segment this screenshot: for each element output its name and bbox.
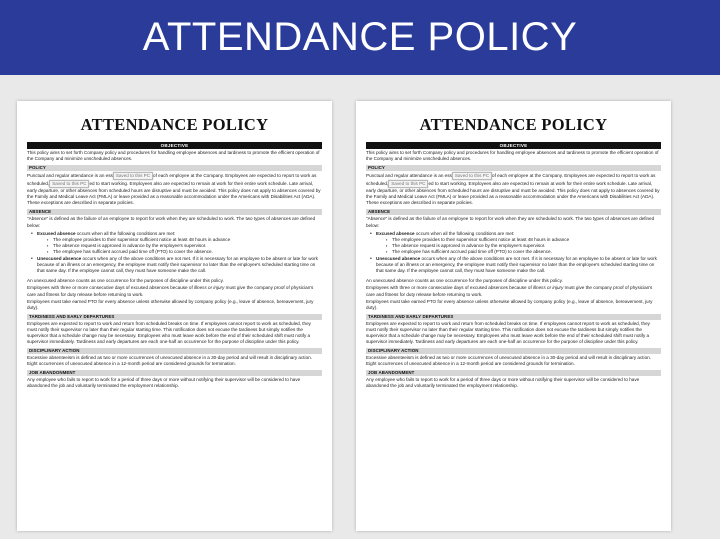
list-item xyxy=(31,231,322,255)
document-title: ATTENDANCE POLICY xyxy=(80,115,269,134)
proof-text-part: must give the company proof of physician's care and fitness for duty release before returning to work. xyxy=(27,285,314,297)
absence-intro: "Absence" is defined as the failure of an employee to report for work when they are scheduled to work. The two types of absences are defined below: xyxy=(27,216,316,228)
unexcused-text: occurs when any of the above conditions are not met. If it is necessary for an employee to be absent or late for work because of an illness or an emergency, the employee must notify their supervisor no later than the employee's scheduled starting time on that same day. If the employee cannot call, they must have someone make the call. xyxy=(376,256,657,274)
absence-para-proof xyxy=(27,285,322,297)
absence-para-occurrence: An unexcused absence counts as one occurrence for the purposes of discipline under this policy. xyxy=(27,278,224,284)
section-heading-policy: POLICY xyxy=(27,165,322,171)
section-heading-disciplinary: DISCIPLINARY ACTION xyxy=(366,348,661,354)
section-heading-tardiness: TARDINESS AND EARLY DEPARTURES xyxy=(366,314,661,320)
document-title: ATTENDANCE POLICY xyxy=(419,115,608,134)
absence-para-pto: Employees must take earned PTO for every absence unless otherwise allowed by company policy (e.g., leave of absence, bereavement, jury duty). xyxy=(27,298,314,310)
document-page-right xyxy=(356,101,671,531)
list-item: ▪ The absence request is approved in advance by the employee's supervisor. xyxy=(47,243,322,249)
policy-text xyxy=(27,172,322,206)
saved-tooltip: Saved to this PC xyxy=(49,180,89,188)
excused-term: Excused absence xyxy=(376,230,415,236)
section-heading-tardiness: TARDINESS AND EARLY DEPARTURES xyxy=(27,314,322,320)
list-item: ▪ The employee provides to their supervisor sufficient notice at least 48 hours in advance xyxy=(386,237,661,243)
unexcused-term: Unexcused absence xyxy=(37,256,82,262)
unexcused-text: occurs when any of the above conditions are not met. If it is necessary for an employee to be absent or late for work because of an illness or an emergency, the employee must notify their supervisor no later than the employee's scheduled starting time on that same day. If the employee cannot call, they must have someone make the call. xyxy=(37,256,318,274)
policy-text xyxy=(366,172,661,206)
excused-text: occurs when all the following conditions are met: xyxy=(414,230,515,236)
list-item xyxy=(370,256,661,274)
absence-intro: "Absence" is defined as the failure of an employee to report for work when they are scheduled to work. The two types of absences are defined below: xyxy=(366,216,655,228)
proof-text-part: Employees with three or more consecutive days of excused absences because of xyxy=(27,285,194,291)
list-item xyxy=(31,256,322,274)
section-heading-absence: ABSENCE xyxy=(366,209,661,215)
objective-text: This policy aims to set forth Company policy and procedures for handling employee absences and tardiness to promote the efficient operation of the Company and minimize unscheduled absences. xyxy=(366,150,659,162)
absence-para-proof xyxy=(366,285,661,297)
section-heading-policy: POLICY xyxy=(366,165,661,171)
banner-title: ATTENDANCE POLICY xyxy=(142,15,578,59)
excused-term: Excused absence xyxy=(37,230,76,236)
excused-text: occurs when all the following conditions are met: xyxy=(75,230,176,236)
document-page-left xyxy=(17,101,332,531)
saved-tooltip: Saved to this PC xyxy=(113,172,153,180)
tardiness-text: Employees are expected to report to work and return from scheduled breaks on time. If employees cannot report to work as scheduled, they must notify their supervisor no later than their regular starting time. This notification does not excuse the tardiness but simply notifies the supervisor that a schedule change may be necessary. Employees who must leave work before the end of their scheduled shift must notify a supervisor immediately. Tardiness and early departures are each one-half an occurrence for the purpose of discipline under this policy. xyxy=(27,320,311,345)
list-item: ▪ The employee provides to their supervisor sufficient notice at least 48 hours in advance xyxy=(47,237,322,243)
proof-text-italic: illness or injury xyxy=(194,285,225,291)
policy-text-part: Punctual and regular attendance is an ess xyxy=(366,173,452,179)
proof-text-part: must give the company proof of physician's care and fitness for duty release before returning to work. xyxy=(366,285,653,297)
policy-text-part: of each employee at the Company. Employees are expected to report to work as scheduled, xyxy=(366,173,656,187)
preview-stage xyxy=(0,75,720,539)
disciplinary-text: Excessive absenteeism is defined as two or more occurrences of unexcused absence in a 30-day period and will result in disciplinary action. Eight occurrences of unexcused absence in a 12-month period are considered grounds for termination. xyxy=(27,355,312,367)
policy-text-part: of each employee at the Company. Employees are expected to report to work as scheduled, xyxy=(27,173,317,187)
policy-text-part: ed to start working. Employees also are expected to remain at work for their entire work schedule. Late arrival, early departure, or other absences from scheduled hours are disruptive and must be avoided. This policy does not apply to absences covered by the Family and Medical Leave Act (FMLA) or leave provided as a reasonable accommodation under the Americans with Disabilities Act (ADA). These exceptions are described in separate policies. xyxy=(366,181,660,206)
section-heading-disciplinary: DISCIPLINARY ACTION xyxy=(27,348,322,354)
section-heading-abandonment: JOB ABANDONMENT xyxy=(27,370,322,376)
list-item: ▪ The employee has sufficient accrued paid time off (PTO) to cover the absence. xyxy=(47,249,322,255)
policy-text-part: ed to start working. Employees also are expected to remain at work for their entire work schedule. Late arrival, early departure, or other absences from scheduled hours are disruptive and must be avoided. This policy does not apply to absences covered by the Family and Medical Leave Act (FMLA) or leave provided as a reasonable accommodation under the Americans with Disabilities Act (ADA). These exceptions are described in separate policies. xyxy=(27,181,321,206)
section-heading-objective: OBJECTIVE xyxy=(27,142,322,149)
policy-text-part: Punctual and regular attendance is an ess xyxy=(27,173,113,179)
absence-types-list xyxy=(31,231,322,275)
saved-tooltip: Saved to this PC xyxy=(452,172,492,180)
excused-conditions-list xyxy=(47,237,322,255)
absence-para-pto: Employees must take earned PTO for every absence unless otherwise allowed by company policy (e.g., leave of absence, bereavement, jury duty). xyxy=(366,298,653,310)
list-item xyxy=(370,231,661,255)
section-heading-abandonment: JOB ABANDONMENT xyxy=(366,370,661,376)
proof-text-part: Employees with three or more consecutive days of excused absences because of xyxy=(366,285,533,291)
abandonment-text: Any employee who fails to report to work for a period of three days or more without notifying their supervisor will be considered to have abandoned the job and voluntarily terminated the employment relationship. xyxy=(27,377,301,389)
list-item: ▪ The employee has sufficient accrued paid time off (PTO) to cover the absence. xyxy=(386,249,661,255)
abandonment-text: Any employee who fails to report to work for a period of three days or more without notifying their supervisor will be considered to have abandoned the job and voluntarily terminated the employment relationship. xyxy=(366,377,640,389)
banner xyxy=(0,0,720,75)
excused-conditions-list xyxy=(386,237,661,255)
unexcused-term: Unexcused absence xyxy=(376,256,421,262)
objective-text: This policy aims to set forth Company policy and procedures for handling employee absences and tardiness to promote the efficient operation of the Company and minimize unscheduled absences. xyxy=(27,150,320,162)
list-item: ▪ The absence request is approved in advance by the employee's supervisor. xyxy=(386,243,661,249)
section-heading-absence: ABSENCE xyxy=(27,209,322,215)
absence-types-list xyxy=(370,231,661,275)
section-heading-objective: OBJECTIVE xyxy=(366,142,661,149)
saved-tooltip: Saved to this PC xyxy=(388,180,428,188)
disciplinary-text: Excessive absenteeism is defined as two or more occurrences of unexcused absence in a 30-day period and will result in disciplinary action. Eight occurrences of unexcused absence in a 12-month period are considered grounds for termination. xyxy=(366,355,651,367)
tardiness-text: Employees are expected to report to work and return from scheduled breaks on time. If employees cannot report to work as scheduled, they must notify their supervisor no later than their regular starting time. This notification does not excuse the tardiness but simply notifies the supervisor that a schedule change may be necessary. Employees who must leave work before the end of their scheduled shift must notify a supervisor immediately. Tardiness and early departures are each one-half an occurrence for the purpose of discipline under this policy. xyxy=(366,320,650,345)
absence-para-occurrence: An unexcused absence counts as one occurrence for the purposes of discipline under this policy. xyxy=(366,278,563,284)
proof-text-italic: illness or injury xyxy=(533,285,564,291)
